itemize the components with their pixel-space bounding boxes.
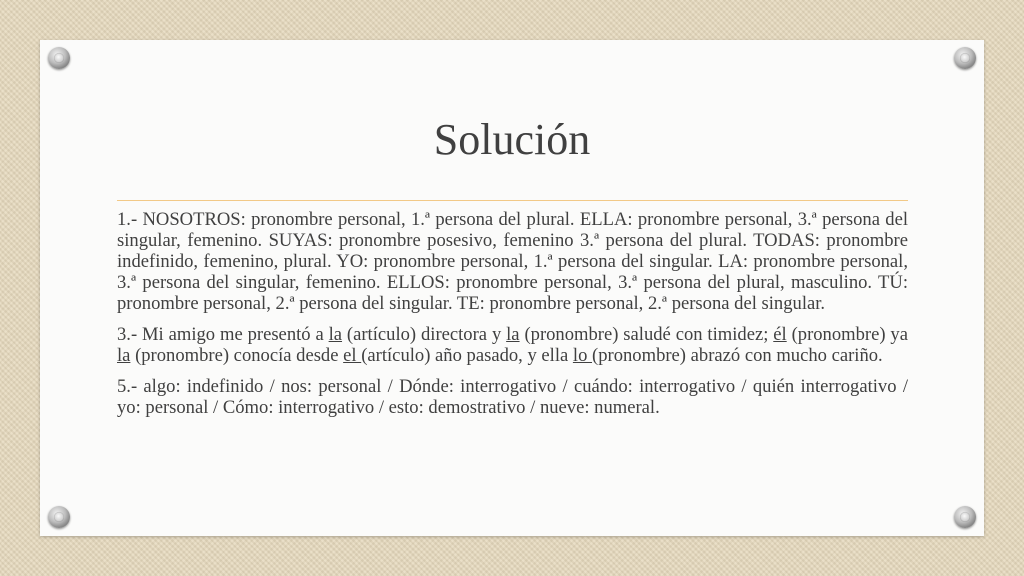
underlined-word: la (506, 324, 520, 345)
paragraph-text: (pronombre) abrazó con mucho cariño. (592, 345, 883, 366)
slide-body (117, 209, 908, 428)
paragraph-text: (artículo) directora y (342, 324, 507, 345)
answer-paragraph-3 (117, 324, 908, 366)
rivet-bottom-left-icon (48, 506, 70, 528)
underlined-word: él (773, 324, 787, 345)
underlined-word: lo (572, 345, 593, 366)
slide-title: Solución (433, 115, 591, 164)
paragraph-text: (pronombre) conocía desde (130, 345, 344, 366)
paragraph-text: (pronombre) ya (786, 324, 908, 345)
rivet-top-left-icon (48, 47, 70, 69)
underlined-word: el (343, 345, 362, 366)
underlined-word: la (117, 345, 131, 366)
paragraph-text: 3.- Mi amigo me presentó a (117, 324, 329, 345)
paragraph-text: (pronombre) saludé con timidez; (519, 324, 774, 345)
rivet-bottom-right-icon (954, 506, 976, 528)
paragraph-text: (artículo) año pasado, y ella (361, 345, 573, 366)
rivet-top-right-icon (954, 47, 976, 69)
title-divider (117, 200, 908, 201)
underlined-word: la (328, 324, 343, 345)
answer-paragraph-5: 5.- algo: indefinido / nos: personal / Dónde: interrogativo / cuándo: interrogativo / quién interrogativo / yo: personal / Cómo: interrogativo / esto: demostrativo / nueve: numeral. (117, 376, 908, 418)
answer-paragraph-1: 1.- NOSOTROS: pronombre personal, 1.ª persona del plural. ELLA: pronombre personal, 3.ª persona del singular, femenino. SUYAS: pronombre posesivo, femenino 3.ª persona del plural. TODAS: pronombre indefinido, femenino, plural. YO: pronombre personal, 1.ª persona del singular. LA: pronombre personal, 3.ª persona del singular, femenino. ELLOS: pronombre personal, 3.ª persona del plural, masculino. TÚ: pronombre personal, 2.ª persona del singular. TE: pronombre personal, 2.ª persona del singular. (117, 209, 908, 314)
